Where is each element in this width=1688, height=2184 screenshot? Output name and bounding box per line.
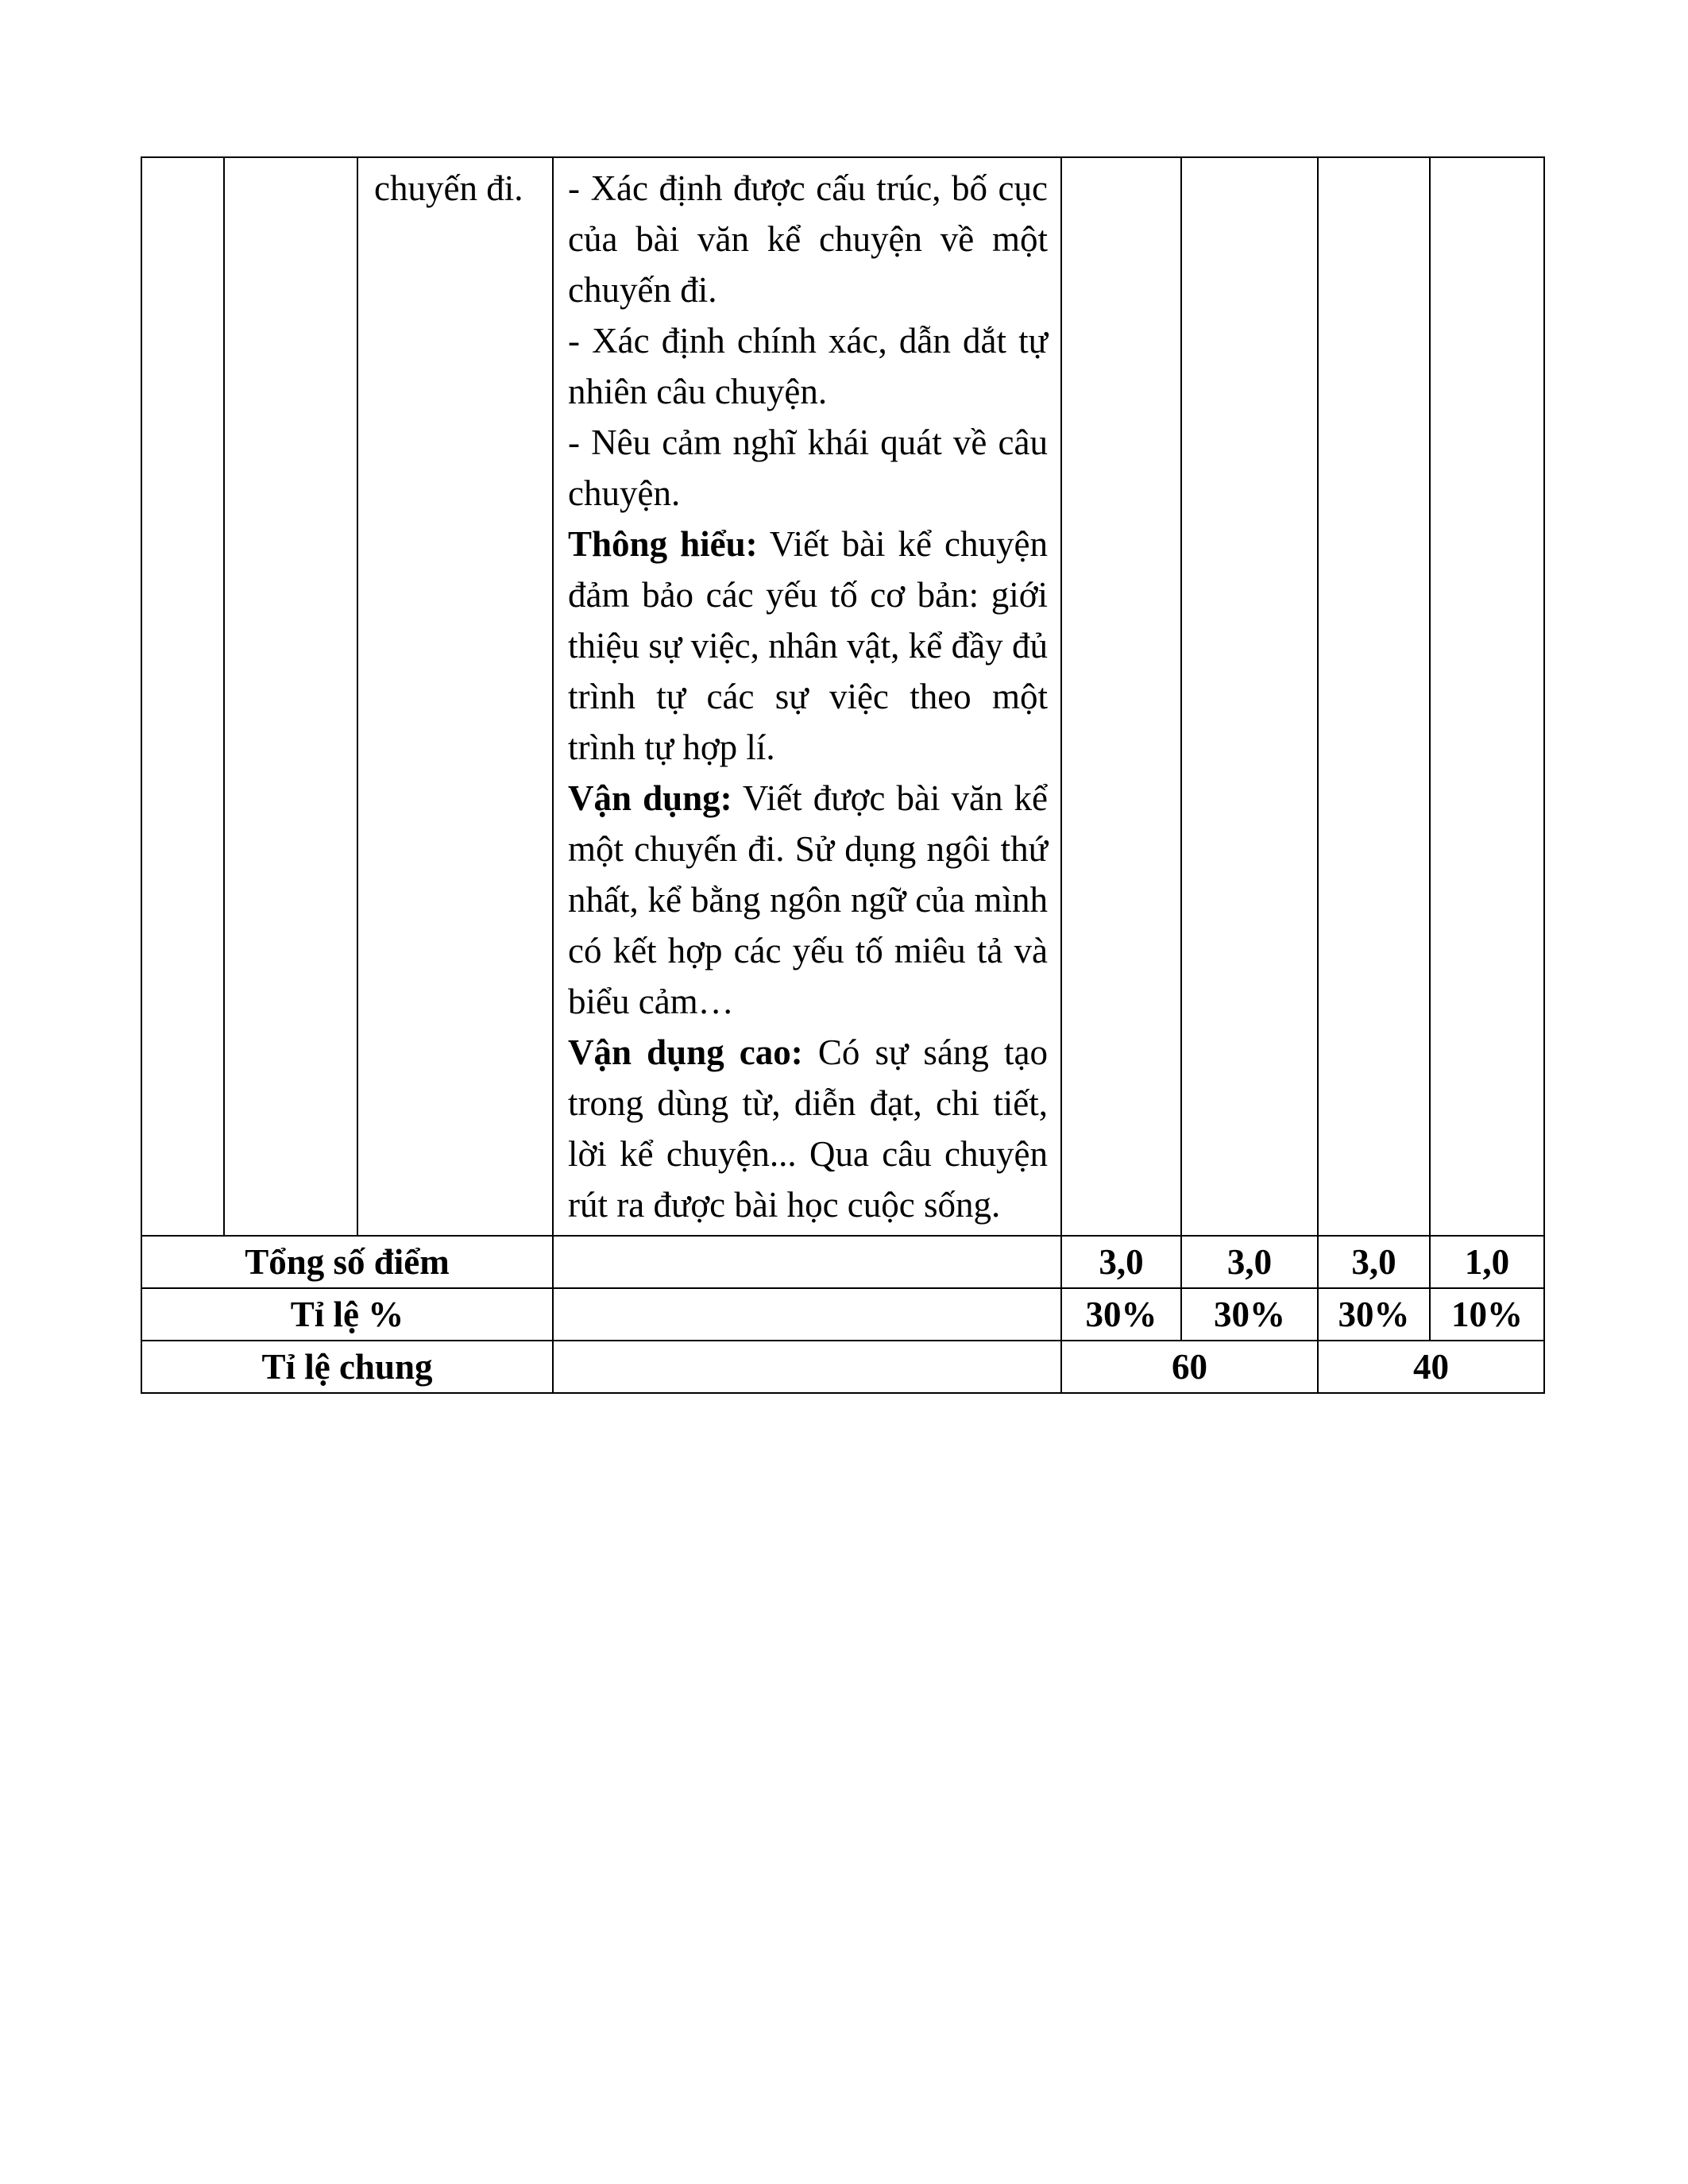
total-points-row <box>141 1236 1544 1288</box>
index-cell <box>141 157 224 1236</box>
count-cell-application <box>1318 157 1430 1236</box>
level-text: Viết bài kể chuyện đảm bảo các yếu tố cơ bản: giới thiệu sự việc, nhân vật, kể đầy đủ trình tự các sự việc theo một trình tự hợp lí. <box>568 524 1048 767</box>
level-high-application <box>568 1027 1048 1230</box>
skill-cell <box>224 157 357 1236</box>
assessment-matrix-table <box>141 156 1545 1394</box>
overall-ratio-value: 60 <box>1061 1341 1318 1393</box>
ratio-row <box>141 1288 1544 1341</box>
ratio-value: 30% <box>1318 1288 1430 1341</box>
overall-ratio-row <box>141 1341 1544 1393</box>
ratio-value: 30% <box>1061 1288 1181 1341</box>
total-points-value: 1,0 <box>1430 1236 1544 1288</box>
description-line: - Xác định được cấu trúc, bố cục của bài văn kể chuyện về một chuyến đi. <box>568 168 1048 310</box>
total-points-value: 3,0 <box>1061 1236 1181 1288</box>
ratio-value: 10% <box>1430 1288 1544 1341</box>
total-points-value: 3,0 <box>1318 1236 1430 1288</box>
total-points-label: Tổng số điểm <box>141 1236 553 1288</box>
total-points-value: 3,0 <box>1181 1236 1318 1288</box>
count-cell-recognition <box>1061 157 1181 1236</box>
overall-ratio-label: Tỉ lệ chung <box>141 1341 553 1393</box>
description-cell <box>553 157 1061 1236</box>
overall-ratio-value: 40 <box>1318 1341 1544 1393</box>
level-text: Có sự sáng tạo trong dùng từ, diễn đạt, chi tiết, lời kể chuyện... Qua câu chuyện rút ra được bài học cuộc sống. <box>568 1032 1048 1225</box>
level-label: Vận dụng cao: <box>568 1032 803 1072</box>
writing-skill-row <box>141 157 1544 1236</box>
description-line: - Xác định chính xác, dẫn dắt tự nhiên câu chuyện. <box>568 321 1048 411</box>
count-cell-comprehension <box>1181 157 1318 1236</box>
description-line: - Nêu cảm nghĩ khái quát về câu chuyện. <box>568 423 1048 513</box>
level-comprehension <box>568 519 1048 773</box>
ratio-label: Tỉ lệ % <box>141 1288 553 1341</box>
level-label: Vận dụng: <box>568 778 732 818</box>
empty-cell <box>553 1236 1061 1288</box>
level-label: Thông hiểu: <box>568 524 758 564</box>
topic-text: chuyến đi. <box>374 168 523 208</box>
empty-cell <box>553 1288 1061 1341</box>
level-text: Viết được bài văn kể một chuyến đi. Sử dụng ngôi thứ nhất, kể bằng ngôn ngữ của mình có kết hợp các yếu tố miêu tả và biểu cảm… <box>568 778 1048 1021</box>
topic-cell <box>357 157 553 1236</box>
empty-cell <box>553 1341 1061 1393</box>
level-application <box>568 773 1048 1027</box>
count-cell-high-application <box>1430 157 1544 1236</box>
ratio-value: 30% <box>1181 1288 1318 1341</box>
